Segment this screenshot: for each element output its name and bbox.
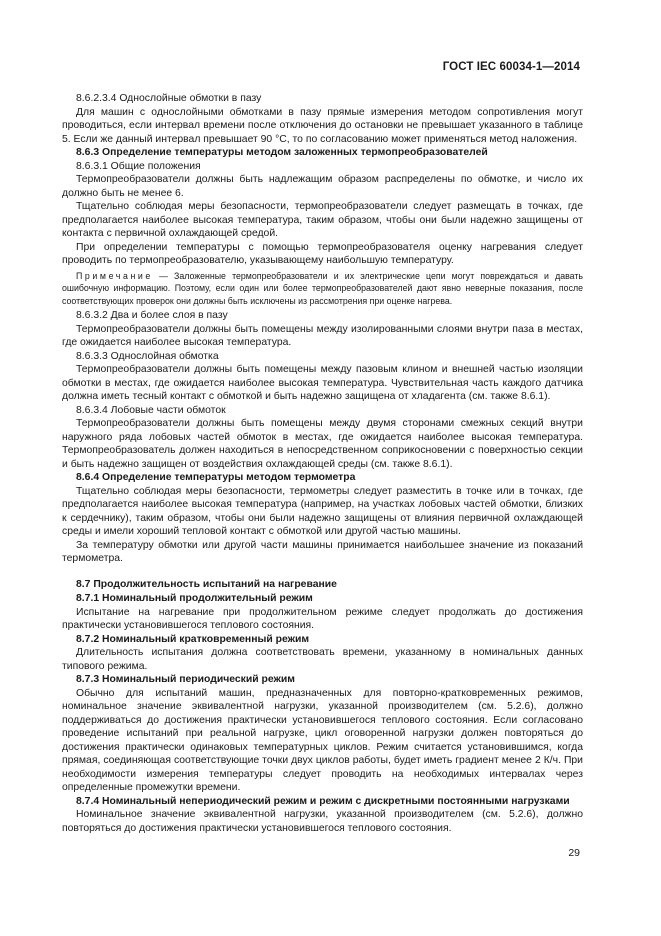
paragraph: Обычно для испытаний машин, предназначенных для повторно-кратковременных режимов, номинальное значение эквивалентной нагрузки, указанной производителем (см. 5.2.6), должно поддерживаться до достижения практически установившегося теплового состояния. Если согласовано проведение испытаний при реальной нагрузке, цикл оговоренной нагрузки должен повторяться до достижения практически одинаковых температурных циклов. Режим считается установившимся, когда прямая, соединяющая соответствующие точки двух циклов работы, будет иметь градиент менее 2 К/ч. При необходимости измерения температуры следует проводить на необходимых интервалах через определенные промежутки времени. (62, 687, 583, 794)
paragraph: Для машин с однослойными обмотками в пазу прямые измерения методом сопротивления могут проводиться, если интервал времени после отключения до остановки не превышает указанного в таблице 5. Если же данный интервал превышает 90 °С, то по согласованию может применяться метод наложения. (62, 106, 583, 145)
paragraph: Термопреобразователи должны быть помещены между двумя сторонами смежных секций внутри наружного ряда лобовых частей обмоток в местах, где ожидается наиболее высокая температура. Термопреобразователь должен находиться в непосредственном соприкосновении с поверхностью секции и быть надежно защищен от воздействия охлаждающей среды (см. также 8.6.1). (62, 418, 583, 470)
subsection-heading: 8.6.3.3 Однослойная обмотка (76, 350, 219, 362)
paragraph: За температуру обмотки или другой части машины принимается наибольшее значение из показаний термометра. (62, 539, 583, 565)
section-heading: 8.7.2 Номинальный кратковременный режим (76, 633, 310, 645)
section-heading: 8.7.3 Номинальный периодический режим (76, 674, 295, 686)
note-paragraph (62, 270, 583, 308)
subsection-heading: 8.6.3.2 Два и более слоя в пазу (76, 310, 228, 322)
subsection-heading: 8.6.3.4 Лобовые части обмоток (76, 404, 226, 416)
subsection-heading: 8.6.3.1 Общие положения (76, 160, 201, 172)
paragraph: Номинальное значение эквивалентной нагрузки, указанной производителем (см. 5.2.6), должно повторяться до достижения практически установившегося теплового состояния. (62, 809, 583, 834)
section-heading: 8.7.4 Номинальный непериодический режим и режим с дискретными постоянными нагрузками (76, 795, 570, 807)
page-number: 29 (568, 847, 580, 859)
paragraph: Термопреобразователи должны быть помещены между пазовым клином и внешней частью изоляции обмотки в местах, где ожидается наиболее высокая температура. Чувствительная часть каждого датчика должна иметь тесный контакт с обмоткой и быть надежно защищена от хладагента (см. также 8.6.1). (62, 364, 583, 403)
paragraph: Тщательно соблюдая меры безопасности, термопреобразователи следует размещать в точках, где предполагается наиболее высокая температура, таким образом, чтобы они были надежно защищены от контакта с первичной охлаждающей средой. (62, 201, 583, 239)
page-header-standard: ГОСТ IEC 60034-1—2014 (442, 61, 580, 73)
section-heading: 8.7 Продолжительность испытаний на нагревание (76, 578, 337, 590)
paragraph: Термопреобразователи должны быть надлежащим образом распределены по обмотке, и число их должно быть не менее 6. (62, 174, 583, 199)
note-label: Примечание (76, 270, 153, 281)
paragraph: 8.6.2.3.4 Однослойные обмотки в пазу (76, 93, 262, 104)
paragraph: Тщательно соблюдая меры безопасности, термометры следует разместить в точке или в точках, где предполагается наиболее высокая температура (например, на участках лобовых частей обмотки, близких к сердечнику), таким образом, чтобы они были надежно защищены от влияния первичной охлаждающей среды и имели хороший тепловой контакт с обмоткой или другой частью машины. (62, 485, 583, 538)
paragraph: Испытание на нагревание при продолжительном режиме следует продолжать до достижения практически установившегося теплового состояния. (62, 606, 583, 632)
paragraph: Длительность испытания должна соответствовать времени, указанному в номинальных данных типового режима. (62, 647, 583, 672)
section-heading: 8.6.3 Определение температуры методом заложенных термопреобразователей (76, 147, 488, 158)
section-heading: 8.6.4 Определение температуры методом термометра (76, 472, 356, 484)
note-text: — Заложенные термопреобразователи и их электрические цепи могут повреждаться и давать ошибочную информацию. Поэтому, если один или более термопреобразователей дают явно неверные показания, после соответствующих проверок они должны быть исключены из рассмотрения при оценке нагрева. (62, 270, 583, 306)
paragraph: Термопреобразователи должны быть помещены между изолированными слоями внутри паза в местах, где ожидается наиболее высокая температура. (62, 323, 583, 349)
page-body (62, 92, 583, 835)
section-heading: 8.7.1 Номинальный продолжительный режим (76, 593, 313, 605)
paragraph: При определении температуры с помощью термопреобразователя оценку нагревания следует проводить по термопреобразователю, указывающему наибольшую температуру. (62, 241, 583, 266)
